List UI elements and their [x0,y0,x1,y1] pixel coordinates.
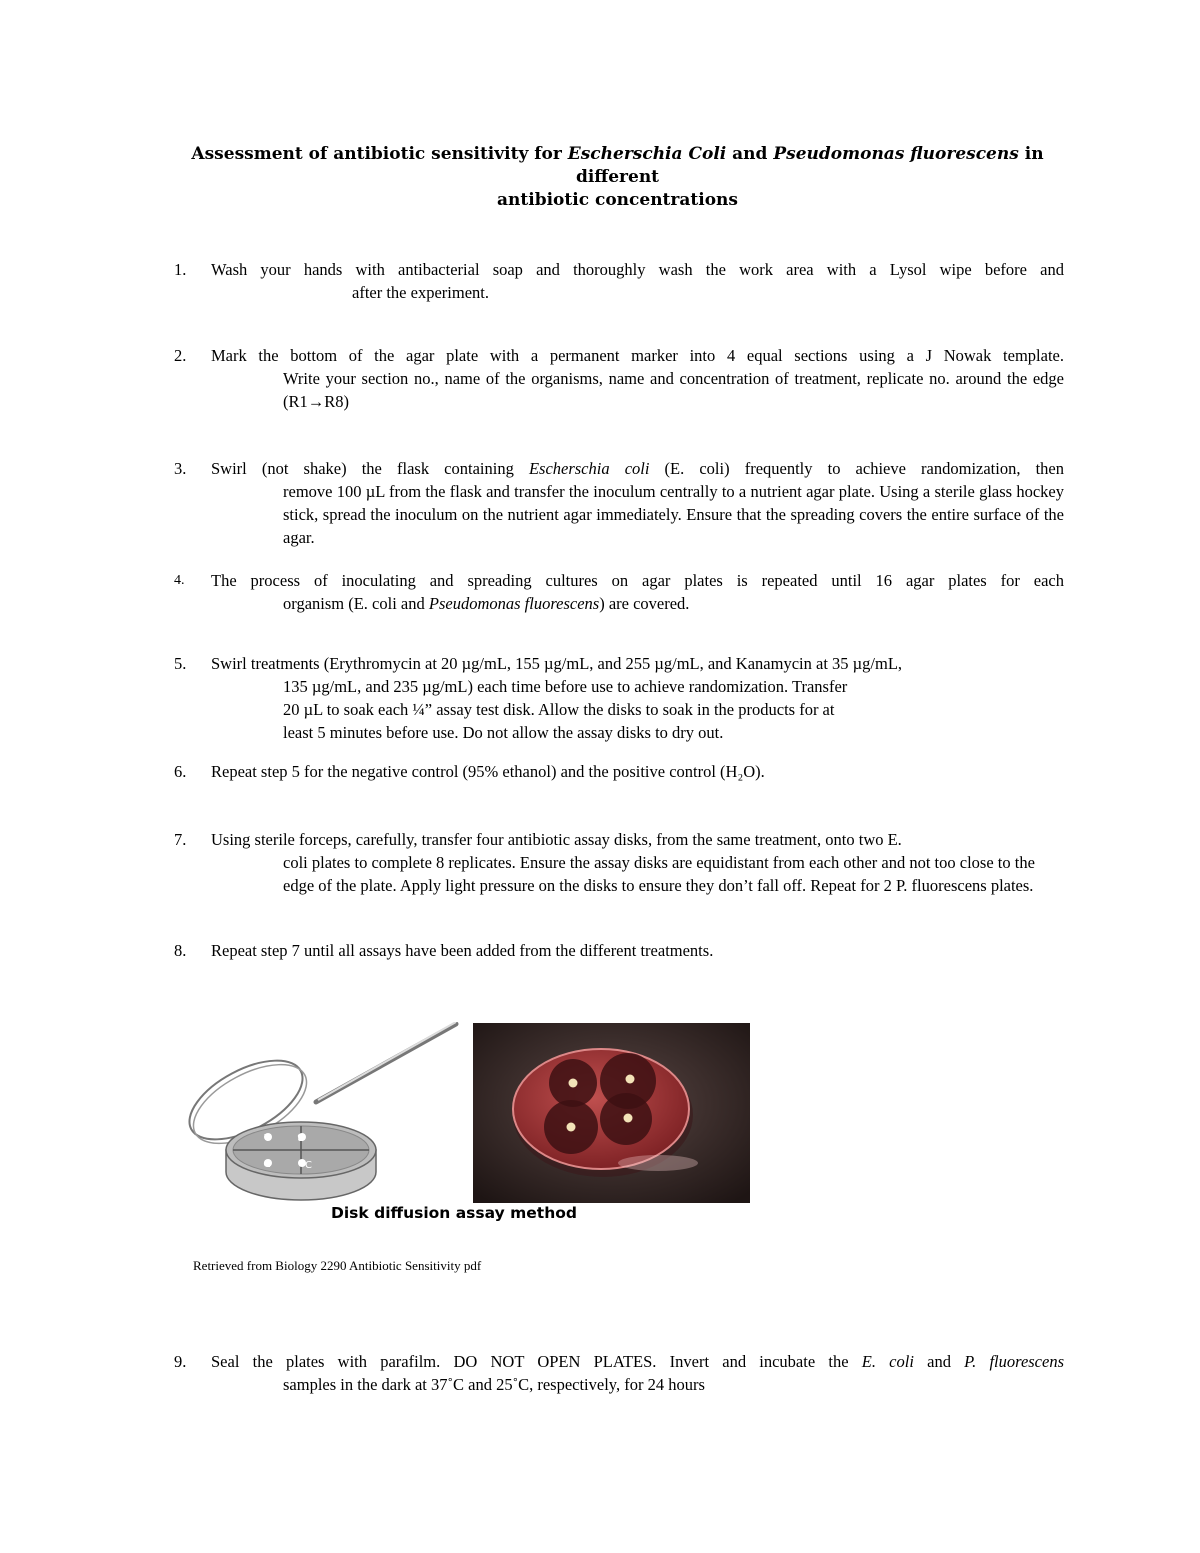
title-organism-2: Pseudomonas fluorescens [773,144,1019,164]
title-line2: antibiotic concentrations [497,190,738,210]
step-text-b: ) are covered. [599,594,690,613]
step-text-continued: coli plates to complete 8 replicates. Ensure the assay disks are equidistant from each other and not too close to the edge of the plate. Apply light pressure on the disks to ensure they don’t fall off. Repeat for 2 P. fluorescens plates. [283,853,1035,895]
step-4 [174,569,1064,615]
petri-dish-illustration [178,1022,463,1204]
step-text-continued: remove 100 µL from the flask and transfer the inoculum centrally to a nutrient agar plate. Using a sterile glass hockey stick, spread the inoculum on the nutrient agar immediately. Ensure that the spreading covers the entire surface of the agar. [283,482,1064,547]
assay-disk [626,1075,635,1084]
organism-name: P. fluorescens [964,1352,1065,1371]
assay-disk [624,1114,633,1123]
step-7 [174,828,1064,897]
step-6 [174,760,1064,783]
step-text-continued: 135 µg/mL, and 235 µg/mL) each time before use to achieve randomization. Transfer 20 µL to soak each ¼” assay test disk. Allow the disks to soak in the products for at least 5 minutes before use. Do not allow the assay disks to dry out. [283,677,848,742]
step-text: Swirl treatments (Erythromycin at 20 µg/mL, 155 µg/mL, and 255 µg/mL, and Kanamycin at 35 µg/mL, [211,654,903,673]
step-text: Using sterile forceps, carefully, transfer four antibiotic assay disks, from the same treatment, onto two E. [211,830,902,849]
assay-disk [569,1079,578,1088]
assay-disk [567,1123,576,1132]
organism-name: Pseudomonas fluorescens [428,594,600,613]
step-number: 9. [174,1352,187,1371]
step-text: Repeat step 5 for the negative control (95% ethanol) and the positive control (H₂O). [211,762,765,781]
disk-label-d: D [263,1157,271,1168]
step-9 [174,1350,1064,1396]
step-8 [174,939,1064,962]
step-2 [174,344,1064,413]
step-5 [174,652,1064,744]
organism-name: Escherschia coli [528,459,650,478]
step-text: Repeat step 7 until all assays have been added from the different treatments. [211,941,714,960]
step-text: Wash your hands with antibacterial soap and thoroughly wash the work area with a Lysol wipe before and [211,260,1064,279]
title-part3: in different [575,144,1044,187]
step-text-continued: after the experiment. [352,283,489,302]
step-text [211,457,1064,480]
step-text-a: Seal the plates with parafilm. DO NOT OPEN PLATES. Invert and incubate the [211,1352,862,1371]
step-text: Mark the bottom of the agar plate with a permanent marker into 4 equal sections using a J Nowak template. [211,346,1064,365]
step-text-a: Swirl (not shake) the flask containing [211,459,529,478]
step-text-b: (E. coli) frequently to achieve randomization, then [649,459,1064,478]
step-number: 4. [174,573,185,588]
step-text [211,1350,1064,1373]
step-text-continued: samples in the dark at 37˚C and 25˚C, respectively, for 24 hours [283,1375,705,1394]
title-part2: and [726,144,774,164]
step-number: 2. [174,346,187,365]
figure-caption: Disk diffusion assay method [331,1204,577,1222]
inhibition-zones-photo [473,1023,750,1203]
step-number: 3. [174,459,187,478]
disk-label-c: C [305,1160,312,1171]
step-text-continued [283,592,1064,615]
step-text-continued: Write your section no., name of the organisms, name and concentration of treatment, replicate no. around the edge (R1→R8) [283,369,1064,411]
step-3 [174,457,1064,549]
step-text-a: organism (E. coli and [283,594,429,613]
step-number: 5. [174,654,187,673]
step-1 [174,258,1064,304]
step-text-b: and [913,1352,965,1371]
step-text: The process of inoculating and spreading cultures on agar plates is repeated until 16 agar plates for each [211,571,1064,590]
disk-label-a: A [264,1131,271,1142]
step-number: 8. [174,941,187,960]
title-part1: Assessment of antibiotic sensitivity for [191,144,568,164]
disk-label-b: B [297,1131,304,1142]
document-title [150,143,1085,212]
title-organism-1: Escherschia Coli [567,144,727,164]
step-number: 7. [174,830,187,849]
step-number: 1. [174,260,187,279]
step-number: 6. [174,762,187,781]
organism-name: E. coli [861,1352,914,1371]
figure-source: Retrieved from Biology 2290 Antibiotic Sensitivity pdf [193,1258,482,1273]
